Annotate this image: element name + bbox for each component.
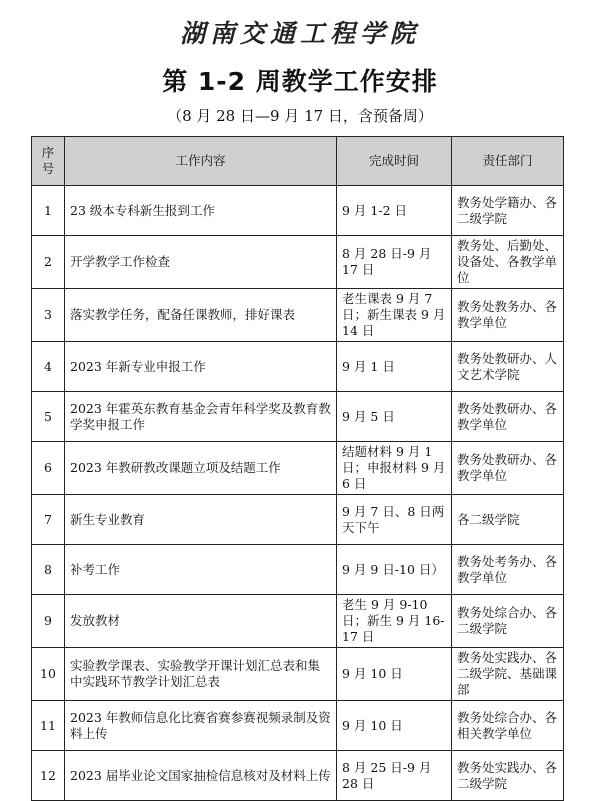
school-logo-text: 湖南交通工程学院 [179,19,420,48]
row-number: 3 [32,289,65,342]
row-dept: 教务处教务办、各教学单位 [452,289,564,342]
row-task: 2023 届毕业论文国家抽检信息核对及材料上传 [65,751,337,801]
row-number: 12 [32,751,65,801]
row-number: 11 [32,701,65,751]
row-dept: 各二级学院 [452,495,564,545]
row-dept: 教务处教研办、各教学单位 [452,392,564,442]
table-row [32,701,564,751]
table-header-row [32,137,564,186]
row-time: 老生课表 9 月 7 日；新生课表 9 月 14 日 [337,289,452,342]
row-time: 结题材料 9 月 1 日；申报材料 9 月 6 日 [337,442,452,495]
row-task: 2023 年新专业申报工作 [65,342,337,392]
row-number: 2 [32,236,65,289]
table-row [32,289,564,342]
column-header-dept: 责任部门 [452,137,564,186]
row-number: 4 [32,342,65,392]
row-task: 补考工作 [65,545,337,595]
table-row [32,751,564,801]
row-time: 9 月 1 日 [337,342,452,392]
row-dept: 教务处学籍办、各二级学院 [452,186,564,236]
table-row [32,595,564,648]
row-time: 老生 9 月 9-10 日；新生 9 月 16-17 日 [337,595,452,648]
row-time: 8 月 25 日-9 月 28 日 [337,751,452,801]
row-dept: 教务处、后勤处、设备处、各教学单位 [452,236,564,289]
column-header-number: 序号 [32,137,65,186]
row-time: 9 月 9 日-10 日） [337,545,452,595]
row-task: 落实教学任务，配备任课教师，排好课表 [65,289,337,342]
row-dept: 教务处考务办、各教学单位 [452,545,564,595]
row-number: 10 [32,648,65,701]
column-header-time: 完成时间 [337,137,452,186]
row-time: 9 月 7 日、8 日两天下午 [337,495,452,545]
row-time: 9 月 1-2 日 [337,186,452,236]
row-time: 9 月 10 日 [337,648,452,701]
row-dept: 教务处综合办、各二级学院 [452,595,564,648]
row-task: 实验教学课表、实验教学开课计划汇总表和集中实践环节教学计划汇总表 [65,648,337,701]
row-number: 5 [32,392,65,442]
table-row [32,392,564,442]
row-dept: 教务处综合办、各相关教学单位 [452,701,564,751]
row-dept: 教务处教研办、人文艺术学院 [452,342,564,392]
row-task: 2023 年教研教改课题立项及结题工作 [65,442,337,495]
row-task: 新生专业教育 [65,495,337,545]
table-row [32,236,564,289]
schedule-table [31,136,564,801]
row-number: 1 [32,186,65,236]
table-row [32,648,564,701]
table-row [32,342,564,392]
page-subtitle: （8 月 28 日—9 月 17 日，含预备周） [167,107,433,125]
row-number: 8 [32,545,65,595]
row-dept: 教务处教研办、各教学单位 [452,442,564,495]
row-dept: 教务处实践办、各二级学院、基础课部 [452,648,564,701]
row-task: 2023 年教师信息化比赛省赛参赛视频录制及资料上传 [65,701,337,751]
table-row [32,442,564,495]
row-dept: 教务处实践办、各二级学院 [452,751,564,801]
row-task: 开学教学工作检查 [65,236,337,289]
row-task: 2023 年霍英东教育基金会青年科学奖及教育教学奖申报工作 [65,392,337,442]
row-time: 8 月 28 日-9 月 17 日 [337,236,452,289]
table-row [32,186,564,236]
row-time: 9 月 10 日 [337,701,452,751]
table-row [32,545,564,595]
row-number: 9 [32,595,65,648]
column-header-task: 工作内容 [65,137,337,186]
row-task: 发放教材 [65,595,337,648]
row-number: 7 [32,495,65,545]
row-task: 23 级本专科新生报到工作 [65,186,337,236]
row-number: 6 [32,442,65,495]
page-title: 第 1-2 周教学工作安排 [162,67,438,96]
table-row [32,495,564,545]
row-time: 9 月 5 日 [337,392,452,442]
